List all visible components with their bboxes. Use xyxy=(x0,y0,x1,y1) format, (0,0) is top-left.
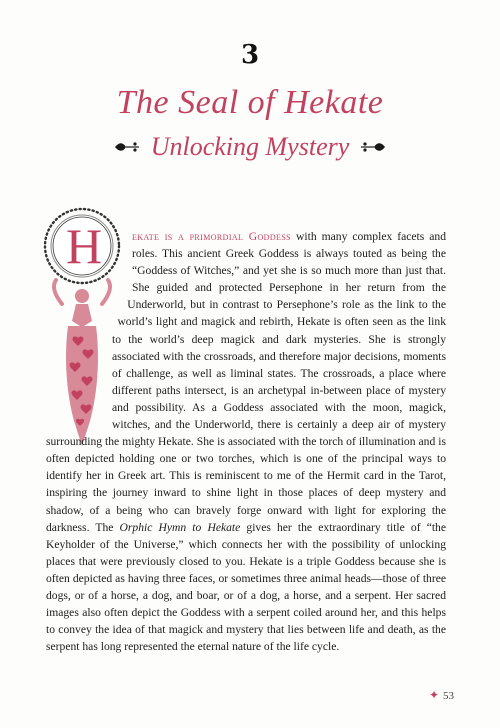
fleuron-left-icon xyxy=(113,140,141,154)
chapter-subtitle-row xyxy=(0,132,500,162)
fleuron-right-icon xyxy=(359,140,387,154)
chapter-number: 3 xyxy=(240,40,260,70)
chapter-title: The Seal of Hekate xyxy=(116,84,384,121)
lead-in-text: ekate is a primordial Goddess xyxy=(132,230,292,243)
body-text xyxy=(46,228,446,655)
paragraph-part-1: with many complex facets and roles. This ancient Greek Goddess is always touted as being the “Goddess of Witches,” and yet she is so much more than just that. She guided and protected Persephone in her return from the Underworld, but in contrast to Persephone’s role as the link to the world’s light and magick and rebirth, Hekate is often seen as the link to the world’s deep magick and dark mysteries. She is strongly associated with the crossroads, and therefore major decisions, moments of challenge, as well as liminal states. The crossroads, a place where different paths intersect, is an archetypal in-between place of mystery and possibility. As a Goddess associated with the moon, magick, witches, and the Underworld, there is certainly a deep air of mystery surrounding the mighty Hekate. She is associated with the torch of illumination and is often depicted holding one or two torches, which is one of the principal ways to identify her in Greek art. This is reminiscent to me of the Hermit card in the Tarot, inspiring the journey inward to shine light in those places of deep mystery and shadow, of a being who can bravely forge onward with light for exploring the darkness. The xyxy=(46,230,447,534)
page-number: 53 xyxy=(443,689,454,702)
star-ornament-icon: ✦ xyxy=(428,688,439,702)
paragraph-part-2: gives her the extraordinary title of “the Keyholder of the Universe,” which connects her with the possibility of unlocking places that were previously closed to you. Hekate is a triple Goddess because she is often depicted as having three faces, or sometimes three animal heads—those of three dogs, or of a horse, a dog, and boar, or of a dog, a horse, and a serpent. Her sacred images also often depict the Goddess with a serpent coiled around her, and this helps to convey the idea of that magick and mystery that lies between life and death, as the serpent has long represented the eternal nature of the life cycle. xyxy=(46,520,447,654)
page-footer xyxy=(429,688,454,703)
chapter-subtitle: Unlocking Mystery xyxy=(150,132,350,161)
dropcap-letter: H xyxy=(65,218,103,274)
hymn-title: Orphic Hymn to Hekate xyxy=(119,520,241,534)
